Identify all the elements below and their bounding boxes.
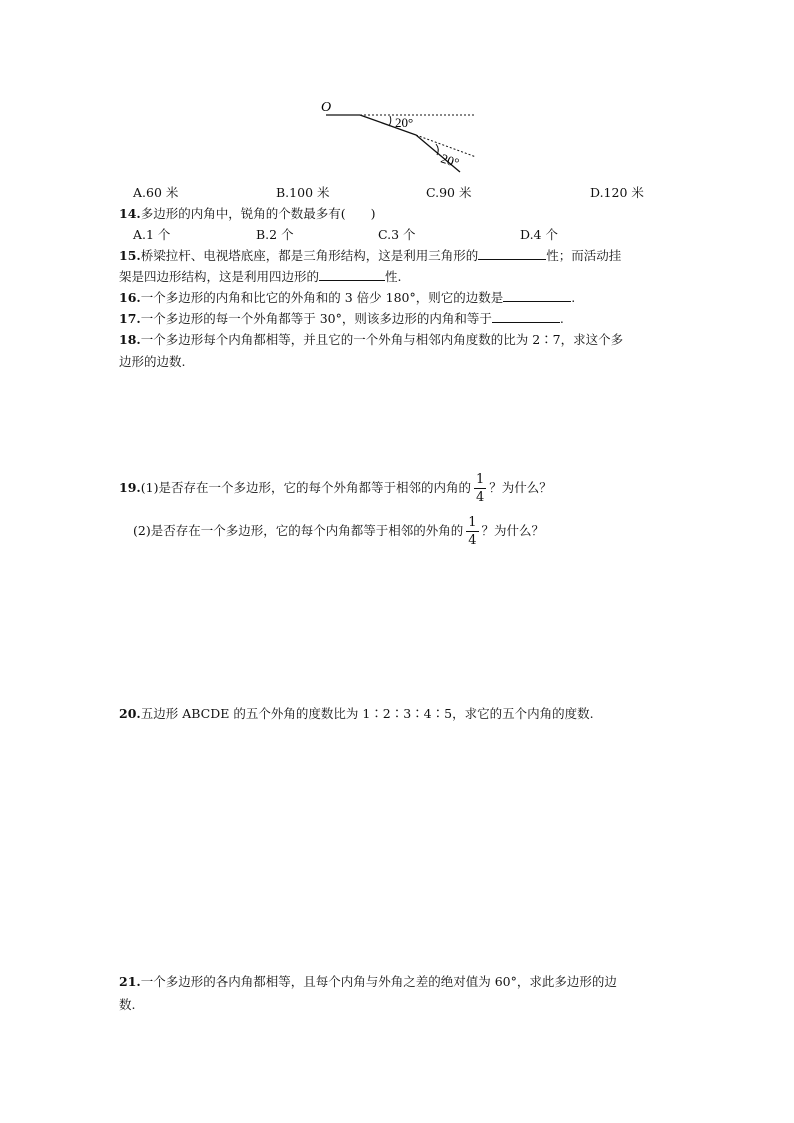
question-14	[119, 204, 376, 222]
question-number: 19.	[119, 480, 141, 495]
question-number: 21.	[119, 974, 141, 989]
question-text: 架是四边形结构，这是利用四边形的	[119, 269, 320, 284]
question-text: 五边形 ABCDE 的五个外角的度数比为 1∶2∶3∶4∶5，求它的五个内角的度数.	[140, 706, 594, 721]
answer-blank[interactable]	[319, 268, 385, 282]
question-number: 15.	[119, 248, 141, 263]
question-text: 一个多边形的各内角都相等，且每个内角与外角之差的绝对值为 60°，求此多边形的边	[140, 974, 617, 989]
question-text: 性；而活动挂	[546, 248, 622, 263]
question-21-line-1	[119, 972, 617, 990]
question-text: ？为什么？	[481, 523, 545, 538]
question-text: (1)是否存在一个多边形，它的每个外角都等于相邻的内角的	[140, 480, 471, 495]
question-text: 一个多边形的内角和比它的外角和的 3 倍少 180°，则它的边数是	[140, 290, 504, 305]
answer-blank[interactable]	[492, 310, 560, 324]
question-text: 多边形的内角中，锐角的个数最多有( )	[140, 206, 376, 221]
question-text: .	[559, 311, 564, 326]
question-20	[119, 704, 594, 722]
angle-arc-1	[389, 116, 391, 126]
path-figure	[318, 96, 488, 178]
question-17	[119, 309, 564, 327]
q14-option-a: A.1 个	[133, 227, 171, 242]
q14-option-c: C.3 个	[378, 227, 416, 242]
q13-option-c: C.90 米	[426, 185, 472, 200]
question-number: 17.	[119, 311, 141, 326]
question-19-part-1	[119, 473, 552, 504]
question-16	[119, 288, 575, 306]
question-text: 桥梁拉杆、电视塔底座，都是三角形结构，这是利用三角形的	[140, 248, 479, 263]
question-number: 18.	[119, 332, 141, 347]
question-19-part-2	[133, 516, 544, 547]
question-number: 16.	[119, 290, 141, 305]
question-text: ？为什么？	[489, 480, 552, 495]
question-text: .	[571, 290, 576, 305]
q13-option-a: A.60 米	[133, 185, 179, 200]
q14-option-b: B.2 个	[256, 227, 294, 242]
question-18-line-2: 边形的边数.	[119, 354, 186, 369]
question-15-line-2	[119, 267, 402, 285]
answer-blank[interactable]	[478, 247, 546, 261]
fraction-one-quarter: $\frac{1}{4}$	[468, 515, 477, 548]
question-text: (2)是否存在一个多边形，它的每个内角都等于相邻的外角的	[133, 523, 464, 538]
question-15-line-1	[119, 246, 621, 264]
question-number: 20.	[119, 706, 141, 721]
origin-label: O	[321, 100, 332, 115]
q13-option-d: D.120 米	[590, 185, 644, 200]
question-text: 性.	[385, 269, 402, 284]
question-21-line-2: 数.	[119, 997, 136, 1012]
q14-option-d: D.4 个	[520, 227, 558, 242]
question-text: 一个多边形的每一个外角都等于 30°，则该多边形的内角和等于	[140, 311, 492, 326]
question-18-line-1	[119, 330, 623, 348]
angle-label-2: 20°	[439, 150, 462, 171]
fraction-one-quarter: $\frac{1}{4}$	[475, 472, 485, 505]
angle-label-1: 20°	[395, 115, 414, 130]
q13-option-b: B.100 米	[276, 185, 330, 200]
question-number: 14.	[119, 206, 141, 221]
answer-blank[interactable]	[503, 289, 571, 303]
question-text: 一个多边形每个内角都相等，并且它的一个外角与相邻内角度数的比为 2∶7，求这个多	[140, 332, 624, 347]
